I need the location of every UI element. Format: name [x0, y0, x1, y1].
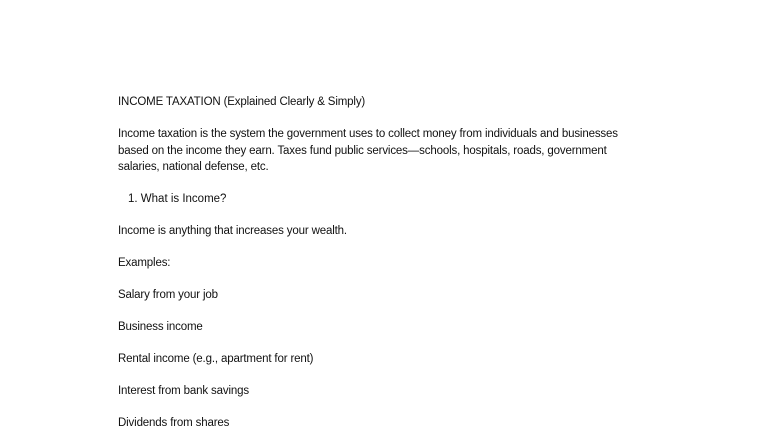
- example-item-interest: Interest from bank savings: [118, 385, 249, 397]
- income-definition: Income is anything that increases your wealth.: [118, 225, 347, 237]
- section-heading-text: What is Income?: [140, 193, 227, 205]
- example-item-business: Business income: [118, 321, 203, 333]
- intro-line-2: based on the income they earn. Taxes fund public services—schools, hospitals, roads, government: [118, 144, 607, 157]
- intro-paragraph: [118, 126, 678, 176]
- intro-line-1: Income taxation is the system the government uses to collect money from individuals and businesses: [118, 128, 618, 140]
- example-item-dividends: Dividends from shares: [118, 417, 230, 429]
- example-item-salary: Salary from your job: [118, 289, 218, 301]
- example-item-rental: Rental income (e.g., apartment for rent): [118, 353, 314, 365]
- list-number: 1.: [128, 193, 138, 205]
- document-title: INCOME TAXATION (Explained Clearly & Simply): [118, 96, 366, 108]
- section-1-heading: [128, 191, 226, 207]
- intro-line-3: salaries, national defense, etc.: [118, 161, 269, 173]
- examples-label: Examples:: [118, 257, 171, 269]
